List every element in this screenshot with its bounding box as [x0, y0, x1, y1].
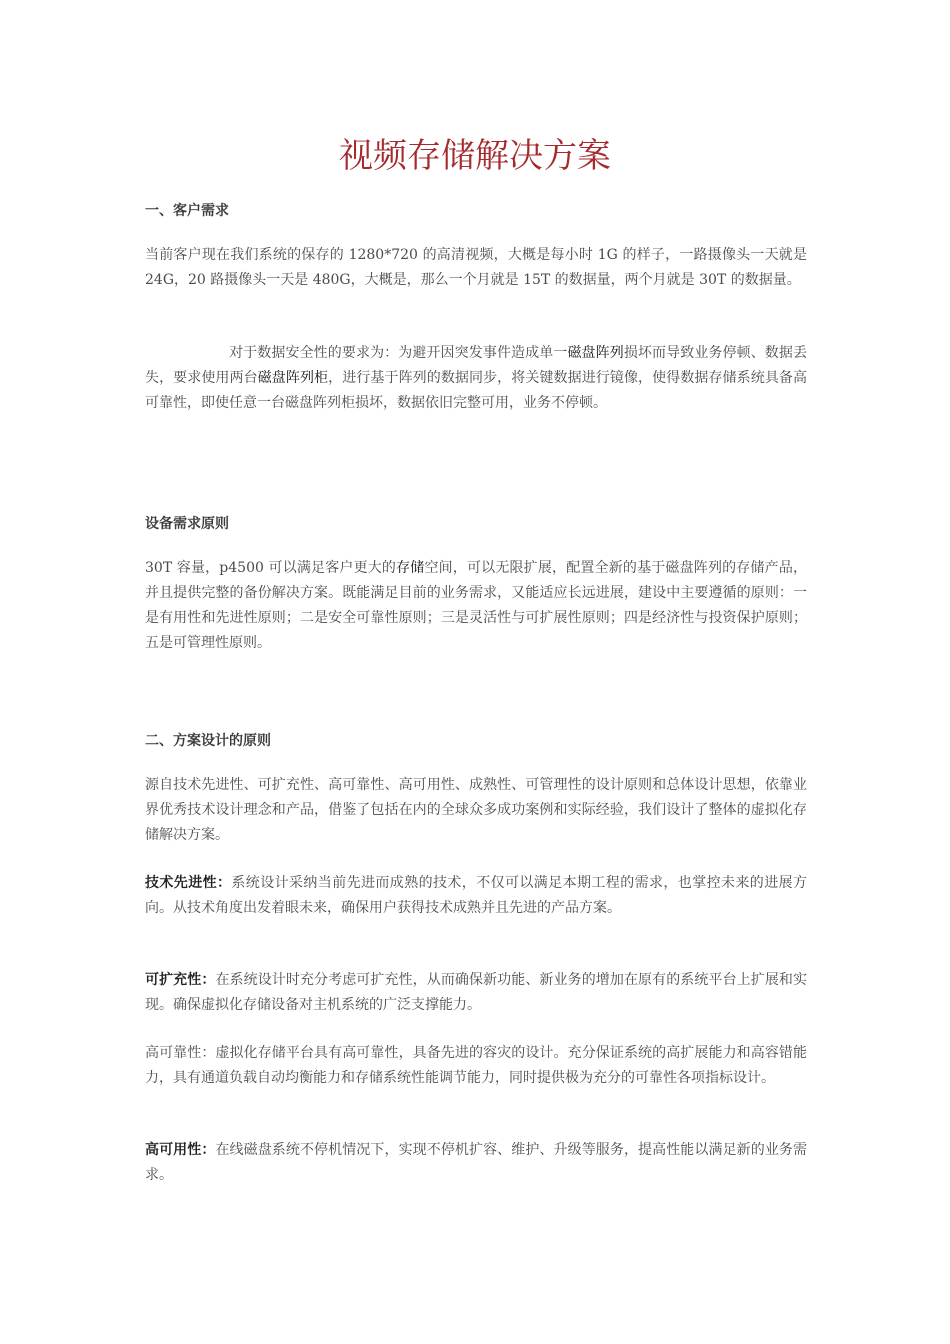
label-availability: 高可用性： [145, 1142, 216, 1158]
label-scalability: 可扩充性： [145, 972, 216, 988]
document-title: 视频存储解决方案 [339, 136, 611, 176]
term-storage: 存储 [396, 560, 425, 576]
term-disk-array: 磁盘阵列 [567, 345, 624, 361]
paragraph-data-security: 对于数据安全性的要求为：为避开因突发事件造成单一磁盘阵列损坏而导致业务停顿、数据丢失，要求使用两台磁盘阵列柜，进行基于阵列的数据同步，将关键数据进行镜像，使得数据存储系统具备高可靠性，即使任意一台磁盘阵列柜损坏，数据依旧完整可用，业务不停顿。 [145, 345, 808, 411]
paragraph-scalability: 可扩充性：在系统设计时充分考虑可扩充性，从而确保新功能、新业务的增加在原有的系统平台上扩展和实现。确保虚拟化存储设备对主机系统的广泛支撑能力。 [145, 972, 808, 1013]
paragraph-tech-advancement: 技术先进性：系统设计采纳当前先进而成熟的技术，不仅可以满足本期工程的需求，也掌控未来的进展方向。从技术角度出发着眼未来，确保用户获得技术成熟并且先进的产品方案。 [145, 875, 808, 916]
paragraph-availability: 高可用性：在线磁盘系统不停机情况下，实现不停机扩容、维护、升级等服务，提高性能以满足新的业务需求。 [145, 1142, 808, 1183]
term-disk-array-cabinet: 磁盘阵列柜 [257, 370, 329, 386]
paragraph-reliability: 高可靠性：虚拟化存储平台具有高可靠性，具备先进的容灾的设计。充分保证系统的高扩展能力和高容错能力，具有通道负载自动均衡能力和存储系统性能调节能力，同时提供极为充分的可靠性各项指标设计。 [145, 1045, 808, 1086]
section-heading-equipment-principles: 设备需求原则 [145, 516, 229, 532]
paragraph-design-intro: 源自技术先进性、可扩充性、高可靠性、高可用性、成熟性、可管理性的设计原则和总体设计思想，依靠业界优秀技术设计理念和产品，借鉴了包括在内的全球众多成功案例和实际经验，我们设计了整体的虚拟化存储解决方案。 [145, 777, 807, 843]
section-heading-customer-needs: 一、客户需求 [145, 203, 229, 219]
section-heading-design-principles: 二、方案设计的原则 [145, 733, 271, 749]
label-reliability: 高可靠性： [145, 1045, 216, 1061]
paragraph-equipment-principles: 30T 容量，p4500 可以满足客户更大的存储空间，可以无限扩展，配置全新的基于磁盘阵列的存储产品，并且提供完整的备份解决方案。既能满足目前的业务需求，又能适应长远进展，建设中主要遵循的原则：一是有用性和先进性原则；二是安全可靠性原则；三是灵活性与可扩展性原则；四是经济性与投资保护原则；五是可管理性原则。 [145, 560, 807, 651]
label-tech-advancement: 技术先进性： [145, 875, 232, 891]
paragraph-customer-needs: 当前客户现在我们系统的保存的 1280*720 的高清视频，大概是每小时 1G 的样子，一路摄像头一天就是 24G，20 路摄像头一天是 480G，大概是，那么一个月就是 15T 的数据量，两个月就是 30T 的数据量。 [145, 247, 807, 288]
